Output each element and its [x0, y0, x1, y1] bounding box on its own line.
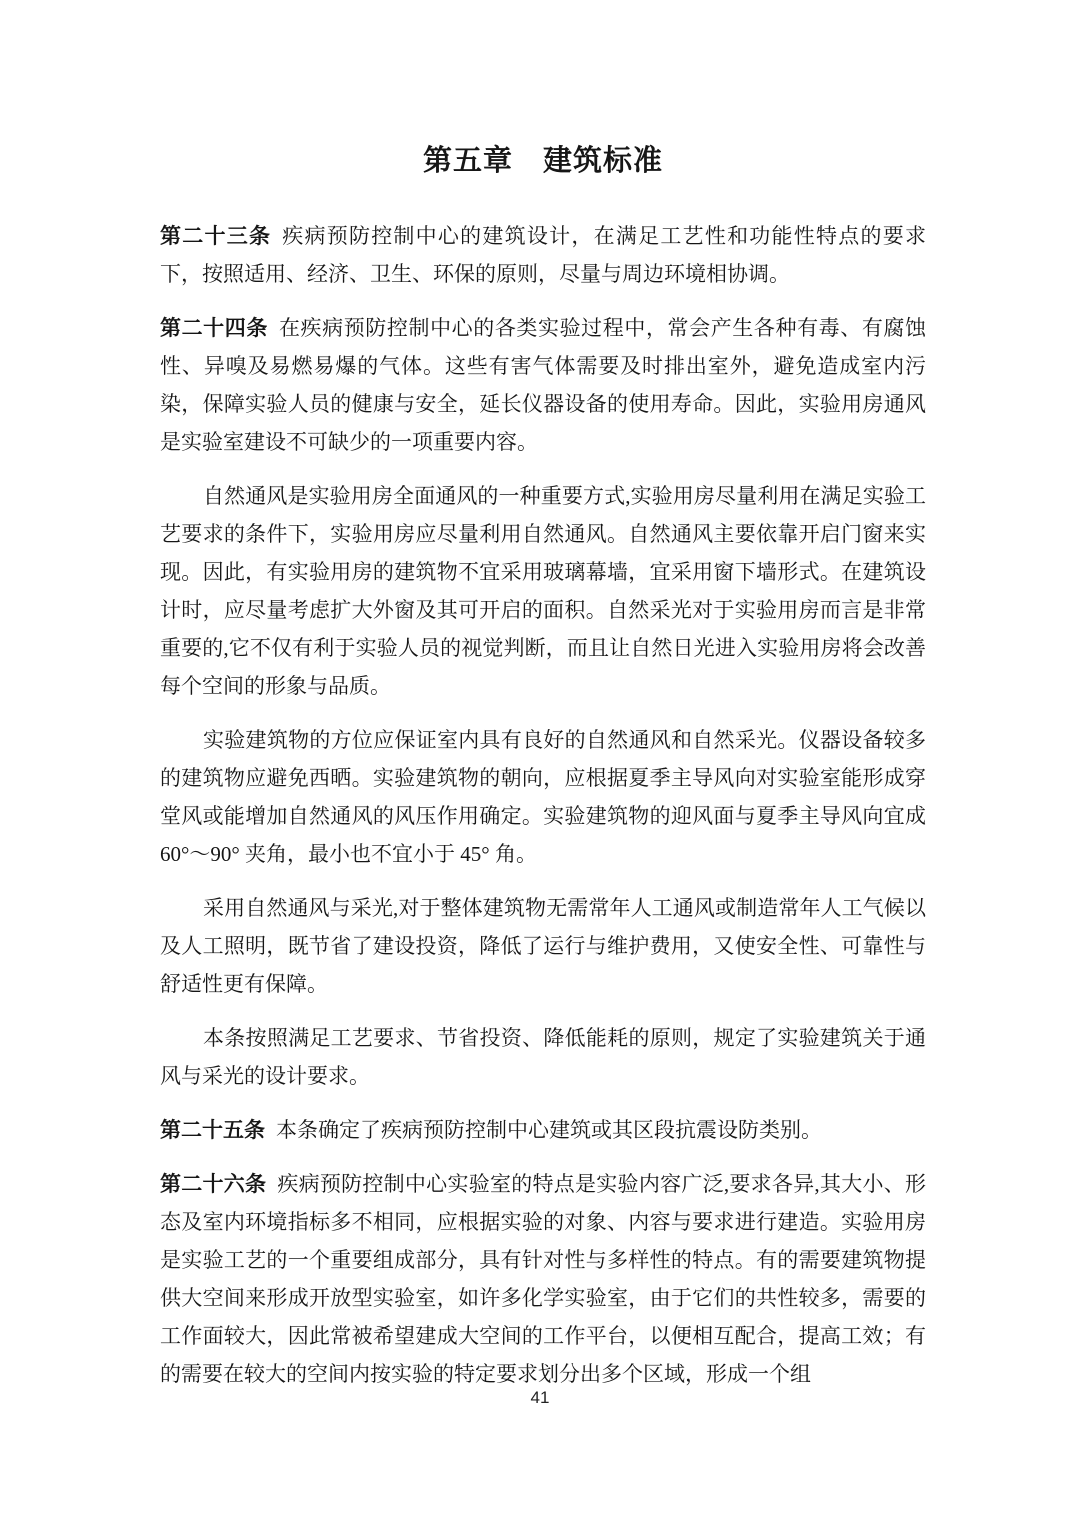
article-23-text: 疾病预防控制中心的建筑设计，在满足工艺性和功能性特点的要求下，按照适用、经济、卫生、环保的原则，尽量与周边环境相协调。	[160, 224, 927, 286]
chapter-title: 第五章 建筑标准	[422, 145, 663, 177]
article-26-label: 第二十六条	[160, 1172, 267, 1196]
article-25-label: 第二十五条	[160, 1118, 265, 1142]
article-24-paragraph	[160, 309, 926, 461]
commentary-principles-text: 本条按照满足工艺要求、节省投资、降低能耗的原则，规定了实验建筑关于通风与采光的设计要求。	[160, 1026, 926, 1088]
article-24-text: 在疾病预防控制中心的各类实验过程中，常会产生各种有毒、有腐蚀性、异嗅及易燃易爆的气体。这些有害气体需要及时排出室外，避免造成室内污染，保障实验人员的健康与安全，延长仪器设备的使用寿命。因此，实验用房通风是实验室建设不可缺少的一项重要内容。	[160, 316, 927, 454]
article-24-label: 第二十四条	[160, 316, 268, 340]
document-body	[160, 138, 926, 1409]
commentary-paragraph-ventilation	[160, 477, 926, 705]
article-26-paragraph	[160, 1165, 926, 1393]
article-25-paragraph	[160, 1111, 926, 1149]
article-26-text: 疾病预防控制中心实验室的特点是实验内容广泛,要求各异,其大小、形态及室内环境指标多不相同，应根据实验的对象、内容与要求进行建造。实验用房是实验工艺的一个重要组成部分，具有针对性与多样性的特点。有的需要建筑物提供大空间来形成开放型实验室，如许多化学实验室，由于它们的共性较多，需要的工作面较大，因此常被希望建成大空间的工作平台，以便相互配合，提高工效；有的需要在较大的空间内按实验的特定要求划分出多个区域，形成一个组	[160, 1172, 927, 1386]
commentary-paragraph-orientation	[160, 721, 926, 873]
article-23-label: 第二十三条	[160, 224, 272, 248]
commentary-orientation-text: 实验建筑物的方位应保证室内具有良好的自然通风和自然采光。仪器设备较多的建筑物应避免西晒。实验建筑物的朝向，应根据夏季主导风向对实验室能形成穿堂风或能增加自然通风的风压作用确定。实验建筑物的迎风面与夏季主导风向宜成 60°～90° 夹角，最小也不宜小于 45° 角。	[160, 728, 926, 866]
commentary-natural-light-text: 采用自然通风与采光,对于整体建筑物无需常年人工通风或制造常年人工气候以及人工照明，既节省了建设投资，降低了运行与维护费用，又使安全性、可靠性与舒适性更有保障。	[160, 896, 926, 996]
article-23-paragraph	[160, 217, 926, 293]
page-number: 41	[530, 1388, 550, 1407]
article-25-text: 本条确定了疾病预防控制中心建筑或其区段抗震设防类别。	[276, 1118, 822, 1142]
commentary-paragraph-natural-light	[160, 889, 926, 1003]
commentary-paragraph-principles	[160, 1019, 926, 1095]
commentary-ventilation-text: 自然通风是实验用房全面通风的一种重要方式,实验用房尽量利用在满足实验工艺要求的条件下，实验用房应尽量利用自然通风。自然通风主要依靠开启门窗来实现。因此，有实验用房的建筑物不宜采用玻璃幕墙，宜采用窗下墙形式。在建筑设计时，应尽量考虑扩大外窗及其可开启的面积。自然采光对于实验用房而言是非常重要的,它不仅有利于实验人员的视觉判断，而且让自然日光进入实验用房将会改善每个空间的形象与品质。	[160, 484, 926, 698]
